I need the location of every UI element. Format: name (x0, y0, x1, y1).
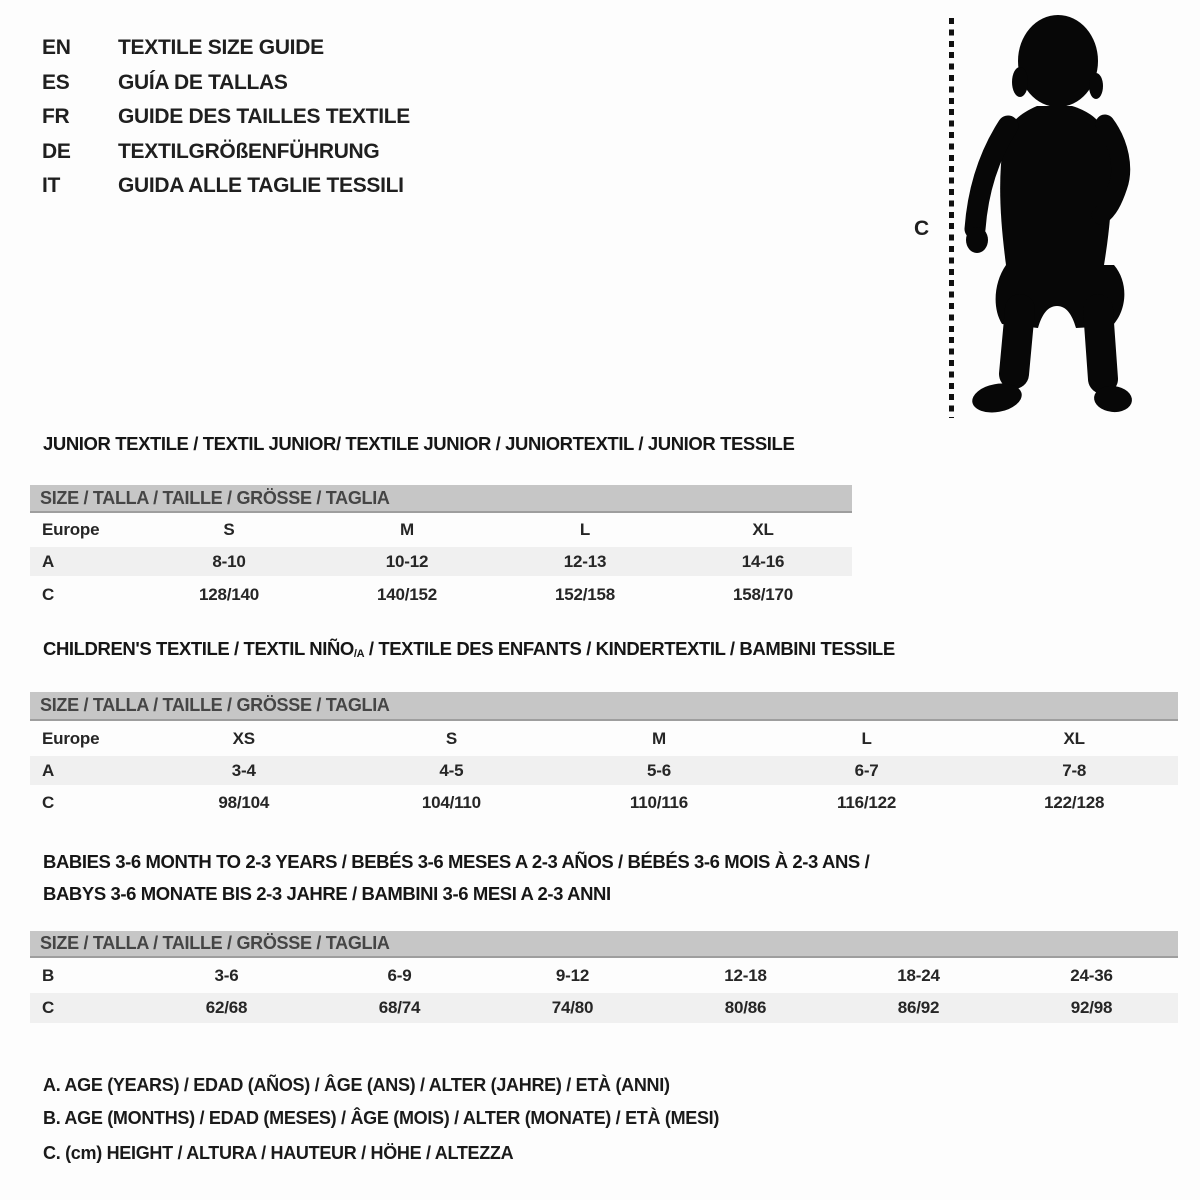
babies-months-value: 12-18 (724, 965, 767, 985)
babies-section-title (43, 846, 869, 910)
legend-line-b: B. AGE (MONTHS) / EDAD (MESES) / ÂGE (MOIS) / ALTER (MONATE) / ETÀ (MESI) (43, 1107, 720, 1128)
height-measure-label: C (914, 217, 930, 240)
lang-title-es: GUÍA DE TALLAS (118, 70, 288, 94)
junior-age-value: 10-12 (385, 551, 429, 571)
junior-height-value: 152/158 (554, 584, 616, 604)
lang-row-en (42, 31, 410, 66)
junior-section-title: JUNIOR TEXTILE / TEXTIL JUNIOR/ TEXTILE JUNIOR / JUNIORTEXTIL / JUNIOR TESSILE (43, 433, 795, 454)
junior-size-l: L (579, 520, 591, 539)
children-age-value: 7-8 (1062, 760, 1087, 780)
babies-months-row (30, 958, 1178, 993)
children-age-value: 4-5 (439, 760, 464, 780)
junior-size-m: M (400, 520, 414, 539)
junior-height-value: 158/170 (732, 584, 794, 604)
children-header-row (30, 721, 1178, 756)
children-size-bar: SIZE / TALLA / TAILLE / GRÖSSE / TAGLIA (30, 692, 1178, 721)
junior-age-value: 14-16 (741, 551, 785, 571)
babies-months-value: 18-24 (897, 965, 940, 985)
legend (43, 1069, 719, 1170)
children-size-l: L (861, 728, 872, 748)
children-section-title (43, 638, 895, 660)
lang-code-it: IT (42, 174, 61, 198)
junior-height-row-label: C (42, 584, 55, 604)
children-region-header: Europe (42, 728, 100, 748)
children-title-pre: CHILDREN'S TEXTILE / TEXTIL NIÑO (43, 638, 354, 659)
children-age-value: 3-4 (231, 760, 256, 780)
babies-height-value: 74/80 (551, 998, 594, 1017)
lang-title-fr: GUIDE DES TAILLES TEXTILE (118, 105, 410, 129)
children-size-s: S (445, 728, 457, 748)
toddler-silhouette-icon (962, 14, 1142, 424)
babies-height-value: 86/92 (897, 998, 940, 1017)
lang-code-en: EN (42, 36, 71, 60)
lang-code-de: DE (42, 139, 71, 163)
babies-months-value: 24-36 (1070, 965, 1113, 985)
children-size-xl: XL (1063, 728, 1085, 748)
children-height-value: 122/128 (1044, 792, 1105, 812)
height-measure-dashed-line (949, 18, 954, 418)
children-height-value: 110/116 (629, 792, 689, 812)
babies-height-row (30, 993, 1178, 1023)
children-title-subscript: /A (353, 648, 365, 660)
lang-row-it (42, 169, 410, 204)
lang-row-de (42, 135, 410, 170)
babies-height-row-label: C (42, 998, 55, 1017)
children-title-post: / TEXTILE DES ENFANTS / KINDERTEXTIL / BAMBINI TESSILE (364, 638, 895, 659)
junior-height-value: 140/152 (376, 584, 438, 604)
junior-size-bar: SIZE / TALLA / TAILLE / GRÖSSE / TAGLIA (30, 485, 852, 513)
junior-age-value: 8-10 (212, 551, 246, 571)
junior-size-xl: XL (752, 520, 774, 539)
junior-age-value: 12-13 (563, 551, 607, 571)
junior-size-s: S (223, 520, 235, 539)
language-title-list (42, 31, 410, 204)
children-height-row-label: C (42, 792, 55, 812)
children-height-row (30, 785, 1178, 820)
children-age-row (30, 756, 1178, 785)
legend-line-c: C. (cm) HEIGHT / ALTURA / HAUTEUR / HÖHE / ALTEZZA (43, 1143, 514, 1163)
junior-height-row (30, 576, 852, 613)
babies-height-value: 80/86 (724, 998, 767, 1017)
babies-size-bar: SIZE / TALLA / TAILLE / GRÖSSE / TAGLIA (30, 931, 1178, 958)
junior-header-row (30, 513, 852, 547)
children-size-xs: XS (232, 728, 255, 748)
junior-region-header: Europe (42, 520, 100, 539)
babies-title-line1: BABIES 3-6 MONTH TO 2-3 YEARS / BEBÉS 3-6 MESES A 2-3 AÑOS / BÉBÉS 3-6 MOIS À 2-3 ANS / (43, 851, 870, 872)
babies-height-value: 68/74 (378, 998, 421, 1017)
lang-title-en: TEXTILE SIZE GUIDE (118, 36, 324, 60)
babies-months-value: 6-9 (387, 965, 412, 985)
children-age-row-label: A (42, 760, 55, 780)
children-size-m: M (652, 728, 666, 748)
children-height-value: 98/104 (218, 792, 270, 812)
babies-months-value: 3-6 (214, 965, 239, 985)
junior-age-row-label: A (42, 551, 55, 571)
lang-row-es (42, 66, 410, 101)
legend-line-a: A. AGE (YEARS) / EDAD (AÑOS) / ÂGE (ANS) / ALTER (JAHRE) / ETÀ (ANNI) (43, 1075, 670, 1095)
junior-height-value: 128/140 (198, 584, 260, 604)
lang-title-de: TEXTILGRÖßENFÜHRUNG (118, 139, 380, 163)
babies-months-row-label: B (42, 965, 55, 985)
lang-title-it: GUIDA ALLE TAGLIE TESSILI (118, 174, 404, 198)
babies-size-table (30, 931, 1178, 1023)
babies-height-value: 62/68 (205, 998, 248, 1017)
junior-age-row (30, 547, 852, 576)
babies-height-value: 92/98 (1070, 998, 1113, 1017)
babies-title-line2: BABYS 3-6 MONATE BIS 2-3 JAHRE / BAMBINI 3-6 MESI A 2-3 ANNI (43, 883, 611, 904)
lang-row-fr (42, 100, 410, 135)
lang-code-es: ES (42, 70, 70, 94)
children-age-value: 5-6 (647, 760, 671, 780)
babies-months-value: 9-12 (555, 965, 590, 985)
lang-code-fr: FR (42, 105, 70, 129)
children-age-value: 6-7 (854, 760, 879, 780)
children-height-value: 116/122 (837, 792, 897, 812)
junior-size-table (30, 485, 852, 613)
children-size-table (30, 692, 1178, 820)
children-height-value: 104/110 (421, 792, 481, 812)
